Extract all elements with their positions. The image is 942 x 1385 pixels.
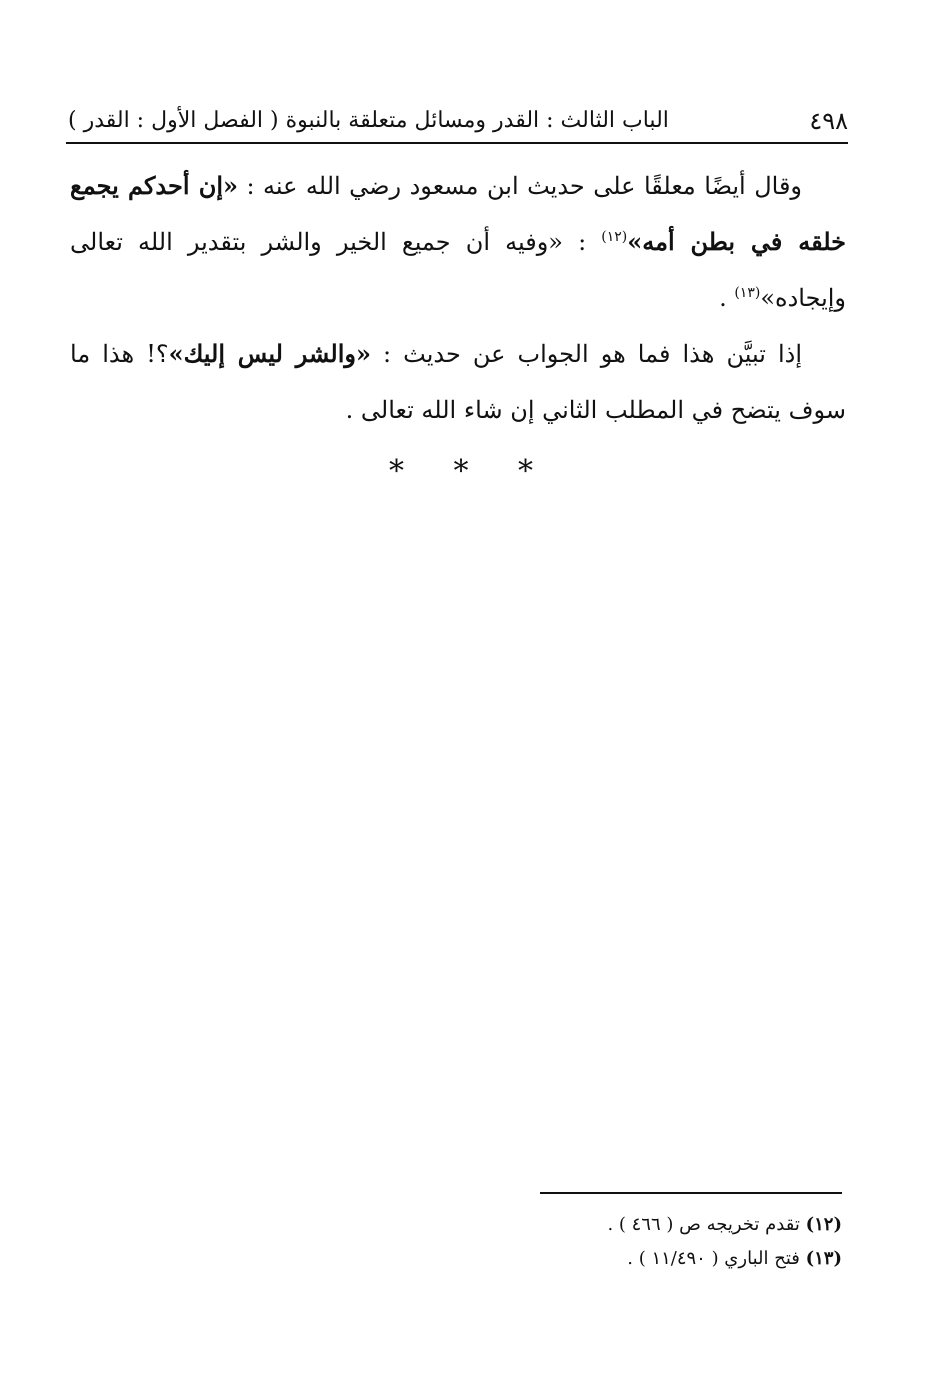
paragraph-1	[70, 158, 846, 326]
paragraph-1-end: .	[719, 284, 735, 312]
footnote-ref-12: (١٢)	[601, 229, 628, 245]
footnote-12	[342, 1208, 842, 1242]
footnote-ref-13: (١٣)	[734, 285, 761, 301]
paragraph-2-intro: إذا تبيَّن هذا فما هو الجواب عن حديث :	[370, 340, 802, 368]
hadith-quote-2: «والشر ليس إليك»	[168, 339, 371, 368]
footnote-number: (١٢)	[805, 1214, 842, 1235]
footnote-text: تقدم تخريجه ص ( ٤٦٦ ) .	[607, 1214, 806, 1235]
paragraph-2-rest: ؟! هذا ما سوف يتضح في المطلب الثاني إن شاء الله تعالى .	[70, 340, 846, 424]
paragraph-1-intro: وقال أيضًا معلقًا على حديث ابن مسعود رضي الله عنه :	[238, 172, 803, 200]
section-separator: * * *	[388, 454, 554, 489]
hadith-quote-1: «إن أحدكم يجمع خلقه في بطن أمه»	[70, 171, 847, 256]
main-text	[70, 158, 846, 438]
header-rule	[66, 142, 848, 144]
page-number: ٤٩٨	[809, 107, 848, 135]
footnote-13	[342, 1242, 842, 1276]
page-header	[68, 104, 848, 138]
footnotes	[342, 1208, 842, 1276]
footnote-rule	[540, 1192, 842, 1194]
paragraph-2	[70, 326, 846, 438]
running-title: الباب الثالث : القدر ومسائل متعلقة بالنبوة ( الفصل الأول : القدر )	[68, 108, 669, 133]
footnote-text: فتح الباري ( ١١/٤٩٠ ) .	[627, 1248, 806, 1269]
paragraph-1-middle: : «وفيه أن جميع الخير والشر بتقدير الله تعالى وإيجاده»	[70, 228, 846, 312]
footnote-number: (١٣)	[805, 1248, 842, 1269]
